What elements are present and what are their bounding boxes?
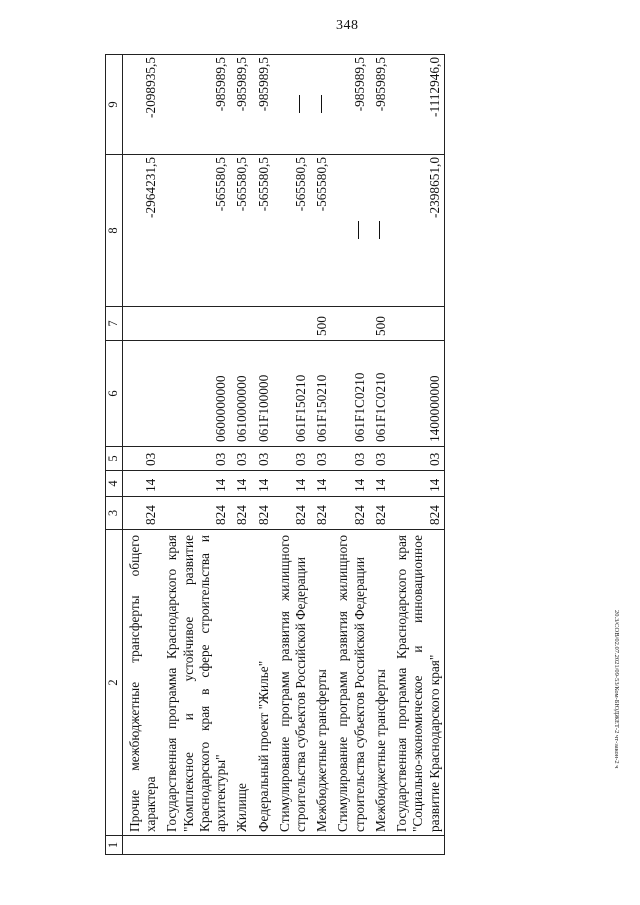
dash-mark — [358, 222, 359, 240]
row-expense-type: 500 — [310, 307, 331, 341]
row-expense-type — [123, 307, 161, 341]
row-name: Стимулирование программ развития жилищного строительства субъектов Российской Федерации — [273, 530, 310, 836]
row-section: 14 — [230, 471, 251, 497]
row-ministry-code: 824 — [230, 497, 251, 530]
row-expense-type — [230, 307, 251, 341]
header-col-5: 5 — [106, 447, 123, 471]
row-amount-2022: -565580,5 — [230, 155, 251, 307]
row-index-cell — [390, 836, 444, 855]
row-section: 14 — [331, 471, 368, 497]
row-name: Жилище — [230, 530, 251, 836]
table-body — [123, 55, 445, 855]
document-code: 20.3/СОВ/02.07.2021/09-53/Ком-БЮДЖЕТ-2 чт-закон-2 ч — [613, 610, 620, 769]
row-index-cell — [160, 836, 230, 855]
header-col-6: 6 — [106, 341, 123, 447]
row-amount-2023: -985989,5 — [331, 55, 368, 155]
row-index-cell — [230, 836, 251, 855]
row-amount-2023: -985989,5 — [252, 55, 273, 155]
row-subsection: 03 — [123, 447, 161, 471]
row-ministry-code: 824 — [160, 497, 230, 530]
row-amount-2022: -2398651,0 — [390, 155, 444, 307]
table-row — [390, 55, 444, 855]
row-ministry-code: 824 — [273, 497, 310, 530]
row-name: Федеральный проект "Жилье" — [252, 530, 273, 836]
row-amount-2023: -985989,5 — [369, 55, 390, 155]
row-expense-type — [252, 307, 273, 341]
row-name: Межбюджетные трансферты — [310, 530, 331, 836]
row-name: Государственная программа Краснодарского края "Комплексное и устойчивое развитие Краснодарского края в сфере строительства и архитектуры" — [160, 530, 230, 836]
row-ministry-code: 824 — [390, 497, 444, 530]
row-section: 14 — [369, 471, 390, 497]
row-expense-type — [331, 307, 368, 341]
row-amount-2023: -1112946,0 — [390, 55, 444, 155]
row-index-cell — [252, 836, 273, 855]
row-amount-2023: -985989,5 — [230, 55, 251, 155]
row-target-article: 061F100000 — [252, 341, 273, 447]
row-subsection: 03 — [273, 447, 310, 471]
row-amount-2023: -2098935,5 — [123, 55, 161, 155]
dash-mark — [379, 222, 380, 240]
row-target-article: 061F1C0210 — [331, 341, 368, 447]
dash-mark — [299, 96, 300, 114]
table-row — [310, 55, 331, 855]
rotated-table-sheet — [105, 55, 625, 855]
row-name: Межбюджетные трансферты — [369, 530, 390, 836]
row-amount-2022-dash — [369, 155, 390, 307]
row-subsection: 03 — [369, 447, 390, 471]
row-name: Прочие межбюджетные трансферты общего характера — [123, 530, 161, 836]
row-expense-type — [160, 307, 230, 341]
row-index-cell — [273, 836, 310, 855]
row-expense-type: 500 — [369, 307, 390, 341]
table-row — [369, 55, 390, 855]
row-target-article: 061F150210 — [273, 341, 310, 447]
row-ministry-code: 824 — [310, 497, 331, 530]
row-target-article: 0600000000 — [160, 341, 230, 447]
row-index-cell — [123, 836, 161, 855]
row-subsection: 03 — [252, 447, 273, 471]
row-target-article: 0610000000 — [230, 341, 251, 447]
table-row — [252, 55, 273, 855]
row-section: 14 — [160, 471, 230, 497]
row-expense-type — [273, 307, 310, 341]
row-subsection: 03 — [230, 447, 251, 471]
row-section: 14 — [390, 471, 444, 497]
row-ministry-code: 824 — [123, 497, 161, 530]
table-row — [160, 55, 230, 855]
row-subsection: 03 — [390, 447, 444, 471]
table-row — [273, 55, 310, 855]
row-index-cell — [369, 836, 390, 855]
row-target-article: 061F1C0210 — [369, 341, 390, 447]
row-ministry-code: 824 — [252, 497, 273, 530]
row-ministry-code: 824 — [369, 497, 390, 530]
row-subsection: 03 — [160, 447, 230, 471]
row-index-cell — [310, 836, 331, 855]
row-amount-2023: -985989,5 — [160, 55, 230, 155]
row-amount-2022: -565580,5 — [273, 155, 310, 307]
budget-table — [105, 54, 445, 855]
row-expense-type — [390, 307, 444, 341]
row-target-article — [123, 341, 161, 447]
table-row — [123, 55, 161, 855]
row-amount-2022: -565580,5 — [252, 155, 273, 307]
row-amount-2022: -2964231,5 — [123, 155, 161, 307]
row-amount-2022: -565580,5 — [160, 155, 230, 307]
row-section: 14 — [310, 471, 331, 497]
header-col-2: 2 — [106, 530, 123, 836]
header-col-1: 1 — [106, 836, 123, 855]
header-row — [106, 55, 123, 855]
row-name: Государственная программа Краснодарского края "Социально-экономическое и инновационное развитие Краснодарского края" — [390, 530, 444, 836]
row-amount-2022: -565580,5 — [310, 155, 331, 307]
row-section: 14 — [123, 471, 161, 497]
row-name: Стимулирование программ развития жилищного строительства субъектов Российской Федерации — [331, 530, 368, 836]
row-amount-2023-dash — [310, 55, 331, 155]
row-target-article: 1400000000 — [390, 341, 444, 447]
header-col-9: 9 — [106, 55, 123, 155]
page-number: 348 — [336, 18, 359, 33]
row-amount-2023-dash — [273, 55, 310, 155]
header-col-8: 8 — [106, 155, 123, 307]
dash-mark — [321, 96, 322, 114]
row-amount-2022-dash — [331, 155, 368, 307]
table-row — [230, 55, 251, 855]
table-row — [331, 55, 368, 855]
header-col-7: 7 — [106, 307, 123, 341]
row-section: 14 — [273, 471, 310, 497]
row-ministry-code: 824 — [331, 497, 368, 530]
header-col-4: 4 — [106, 471, 123, 497]
header-col-3: 3 — [106, 497, 123, 530]
row-target-article: 061F150210 — [310, 341, 331, 447]
row-section: 14 — [252, 471, 273, 497]
row-subsection: 03 — [310, 447, 331, 471]
row-index-cell — [331, 836, 368, 855]
row-subsection: 03 — [331, 447, 368, 471]
